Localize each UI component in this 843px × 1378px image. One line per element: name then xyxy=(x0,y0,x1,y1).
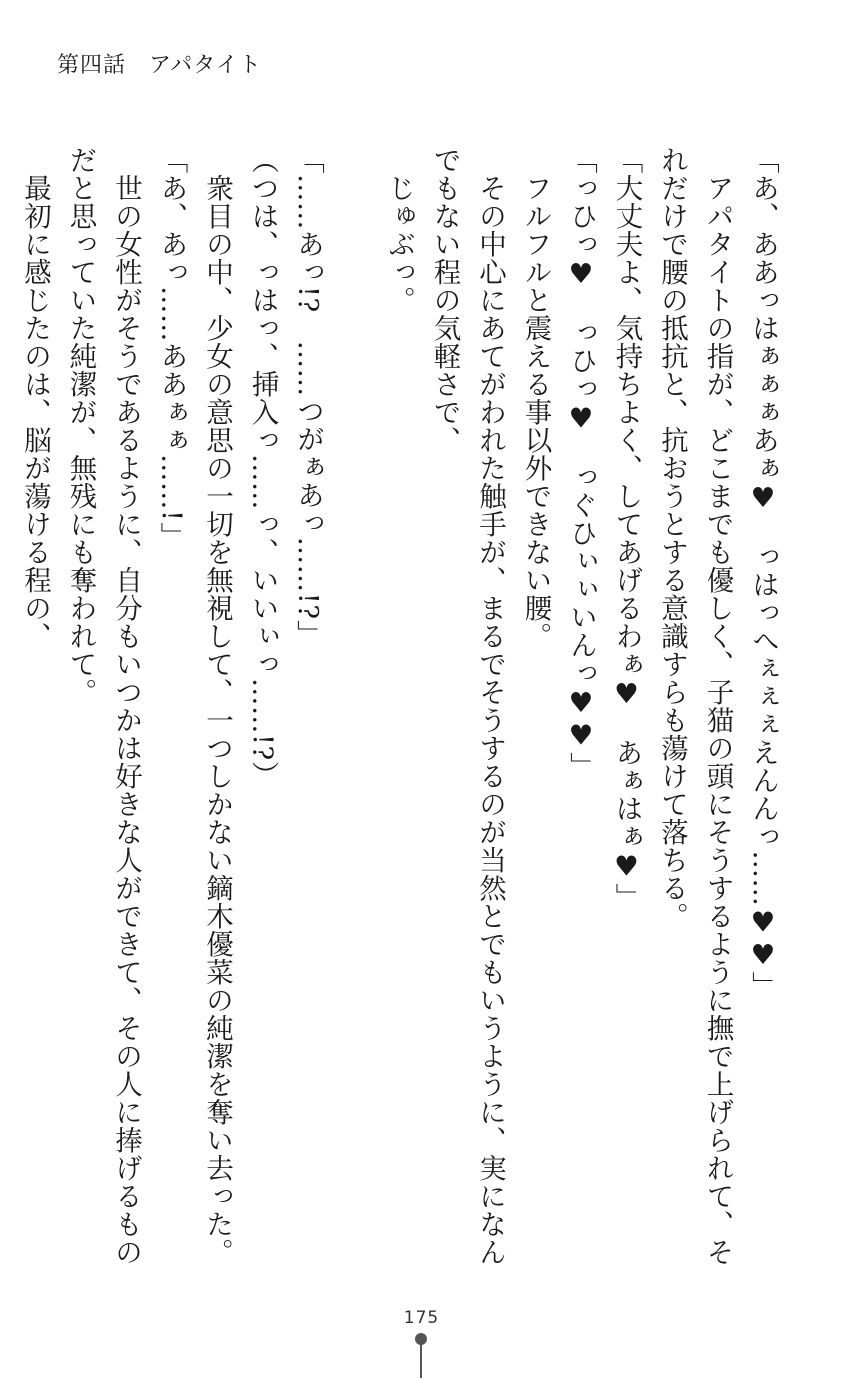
text-line: だと思っていた純潔が、無残にも奪われて。 xyxy=(64,146,97,706)
text-line: フルフルと震える事以外できない腰。 xyxy=(519,146,552,650)
page-number: 175 xyxy=(403,1308,440,1328)
text-line: 「大丈夫よ、気持ちよく、してあげるわぁ♥ あぁはぁ♥」 xyxy=(610,146,643,911)
text-line: 「……あっ!? ……つがぁあっ……!?」 xyxy=(292,146,324,648)
text-line: 最初に感じたのは、脳が蕩ける程の、 xyxy=(19,146,51,650)
running-head: 第四話 アパタイト xyxy=(57,53,262,78)
text-line: れだけで腰の抵抗と、抗おうとする意識すらも蕩けて落ちる。 xyxy=(656,146,688,930)
text-line: アパタイトの指が、どこまでも優しく、子猫の頭にそうするように撫で上げられて、そ xyxy=(701,146,734,1266)
text-line: 「っひっ♥ っひっ♥ っぐひぃぃいんっ♥♥」 xyxy=(565,146,597,780)
blank-line xyxy=(330,146,376,1266)
folio-line-ornament xyxy=(420,1344,422,1378)
text-line: 「あ、あっ……ああぁぁ……!」 xyxy=(155,146,188,550)
text-line: じゅぶっ。 xyxy=(383,146,415,314)
text-line: その中心にあてがわれた触手が、まるでそうするのが当然とでもいうように、実になん xyxy=(474,146,506,1266)
text-line: （つは、っはっ、挿入っ……っ、いいぃっ……!?） xyxy=(246,146,279,789)
text-line: でもない程の気軽さで、 xyxy=(428,146,461,454)
body-text xyxy=(19,146,785,1266)
text-line: 衆目の中、少女の意思の一切を無視して、一つしかない鏑木優菜の純潔を奪い去った。 xyxy=(201,146,233,1266)
text-line: 世の女性がそうであるように、自分もいつかは好きな人ができて、その人に捧げるもの xyxy=(110,146,142,1266)
text-line: 「あ、ああっはぁぁぁあぁ♥ っはっへぇぇぇえんんっ……♥♥」 xyxy=(747,146,779,1000)
